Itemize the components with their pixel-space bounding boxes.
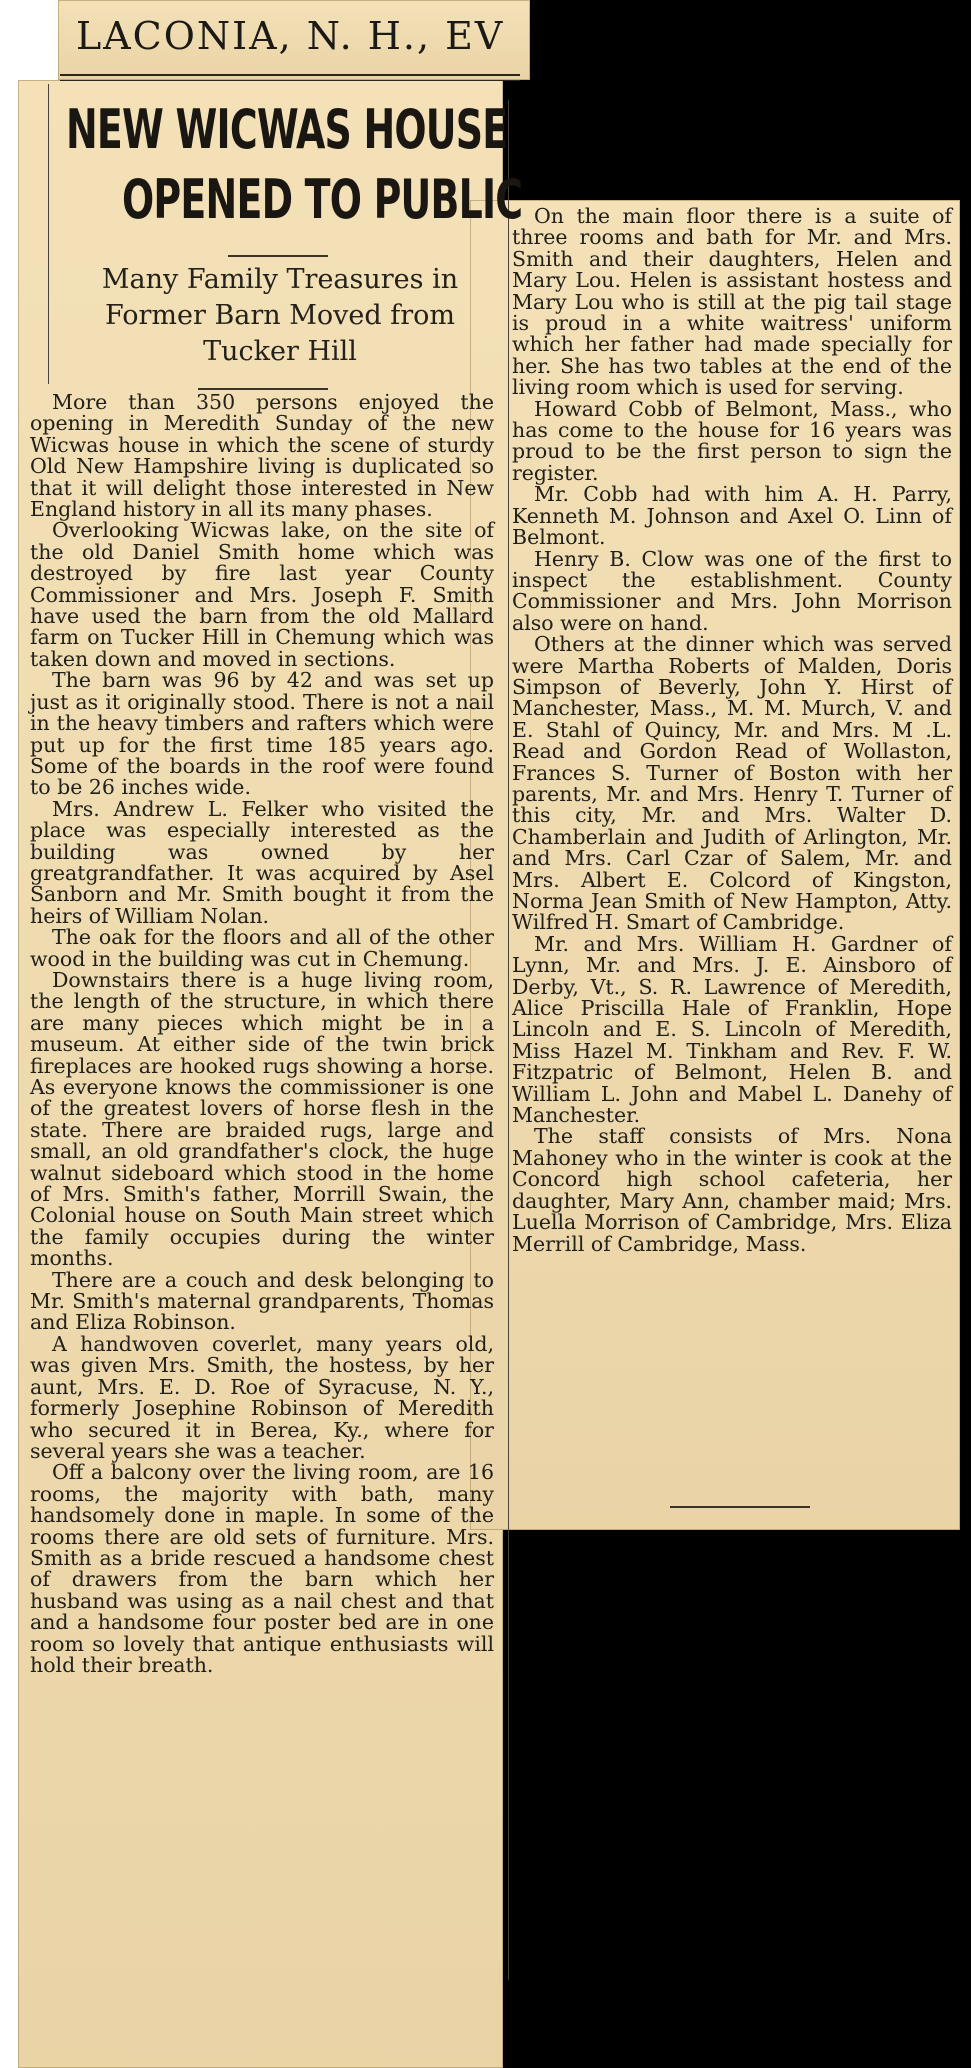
headline-line-1: NEW WICWAS HOUSE (66, 98, 508, 161)
article-right-column (512, 206, 952, 1255)
column-rule-middle (508, 100, 509, 1980)
paragraph: Off a balcony over the living room, are 16 rooms, the majority with bath, many handsomely done in maple. In some of the rooms there are old sets of furniture. Mrs. Smith as a bride rescued a handsome chest of drawers from the barn which her husband was using as a nail chest and that and a handsome four poster bed are in one room so lovely that antique enthusiasts will hold their breath. (30, 1460, 494, 1677)
column-rule-left (48, 84, 49, 384)
paragraph: Mr. Cobb had with him A. H. Parry, Kenneth M. Johnson and Axel O. Linn of Belmont. (512, 482, 952, 550)
article-left-column (30, 392, 494, 1676)
paragraph: Mr. and Mrs. William H. Gardner of Lynn, Mr. and Mrs. J. E. Ainsboro of Derby, Vt., S. R. Lawrence of Meredith, Alice Priscilla Hale of Franklin, Hope Lincoln and E. S. Lincoln of Meredith, Miss Hazel M. Tinkham and Rev. F. W. Fitzpatric of Belmont, Helen B. and William L. John and Mabel L. Danehy of Manchester. (512, 931, 952, 1128)
subheadline (60, 262, 500, 370)
paragraph: There are a couch and desk belonging to Mr. Smith's maternal grandparents, Thomas and Eliza Robinson. (30, 1267, 494, 1335)
paragraph: Howard Cobb of Belmont, Mass., who has come to the house for 16 years was proud to be the first person to sign the register. (512, 396, 952, 485)
dateline-rule (60, 74, 520, 81)
dateline: LACONIA, N. H., EV (76, 14, 505, 58)
subheadline-line-2: Former Barn Moved from (104, 300, 456, 331)
end-rule (670, 1506, 810, 1508)
paragraph: The oak for the floors and all of the other wood in the building was cut in Chemung. (30, 925, 494, 971)
subheadline-line-3: Tucker Hill (203, 336, 357, 367)
paragraph: A handwoven coverlet, many years old, was given Mrs. Smith, the hostess, by her aunt, Mrs. E. D. Roe of Syracuse, N. Y., formerly Josephine Robinson of Meredith who secured it in Berea, Ky., where for several years she was a teacher. (30, 1331, 494, 1463)
paragraph: On the main floor there is a suite of three rooms and bath for Mr. and Mrs. Smith and their daughters, Helen and Mary Lou. Helen is assistant hostess and Mary Lou who is still at the pig tail stage is proud in a white waitress' uniform which her father had made specially for her. She has two tables at the end of the living room which is used for serving. (512, 204, 952, 400)
paragraph: Overlooking Wicwas lake, on the site of the old Daniel Smith home which was destroyed by fire last year County Commissioner and Mrs. Joseph F. Smith have used the barn from the old Mallard farm on Tucker Hill in Chemung which was taken down and moved in sections. (30, 518, 494, 671)
paragraph: Downstairs there is a huge living room, the length of the structure, in which there are many pieces which might be in a museum. At either side of the twin brick fireplaces are hooked rugs showing a horse. As everyone knows the commissioner is one of the greatest lovers of horse flesh in the state. There are braided rugs, large and small, an old grandfather's clock, the huge walnut sideboard which stood in the home of Mrs. Smith's father, Morrill Swain, the Colonial house on South Main street which the family occupies during the winter months. (30, 967, 494, 1271)
paragraph: Henry B. Clow was one of the first to inspect the establishment. County Commissioner and Mrs. John Morrison also were on hand. (512, 546, 952, 635)
paragraph: Others at the dinner which was served were Martha Roberts of Malden, Doris Simpson of Beverly, John Y. Hirst of Manchester, Mass., M. M. Murch, V. and E. Stahl of Quincy, Mr. and Mrs. M .L. Read and Gordon Read of Wollaston, Frances S. Turner of Boston with her parents, Mr. and Mrs. Henry T. Turner of this city, Mr. and Mrs. Walter D. Chamberlain and Judith of Arlington, Mr. and Mrs. Carl Czar of Salem, Mr. and Mrs. Albert E. Colcord of Kingston, Norma Jean Smith of New Hampton, Atty. Wilfred H. Smart of Cambridge. (512, 632, 952, 935)
paragraph: More than 350 persons enjoyed the opening in Meredith Sunday of the new Wicwas house in which the scene of sturdy Old New Hampshire living is duplicated so that it will delight those interested in New England history in all its many phases. (30, 390, 494, 522)
paragraph: Mrs. Andrew L. Felker who visited the place was especially interested as the building was owned by her greatgrandfather. It was acquired by Asel Sanborn and Mr. Smith bought it from the heirs of William Nolan. (30, 796, 494, 928)
paragraph: The staff consists of Mrs. Nona Mahoney who in the winter is cook at the Concord high school cafeteria, her daughter, Mary Ann, chamber maid; Mrs. Luella Morrison of Cambridge, Mrs. Eliza Merrill of Cambridge, Mass. (512, 1124, 952, 1256)
paragraph: The barn was 96 by 42 and was set up just as it originally stood. There is not a nail in the heavy timbers and rafters which were put up for the first time 185 years ago. Some of the boards in the roof were found to be 26 inches wide. (30, 668, 494, 800)
subheadline-line-1: Many Family Treasures in (101, 264, 459, 295)
headline-rule (228, 255, 328, 257)
headline-line-2: OPENED TO PUBLIC (122, 168, 523, 231)
